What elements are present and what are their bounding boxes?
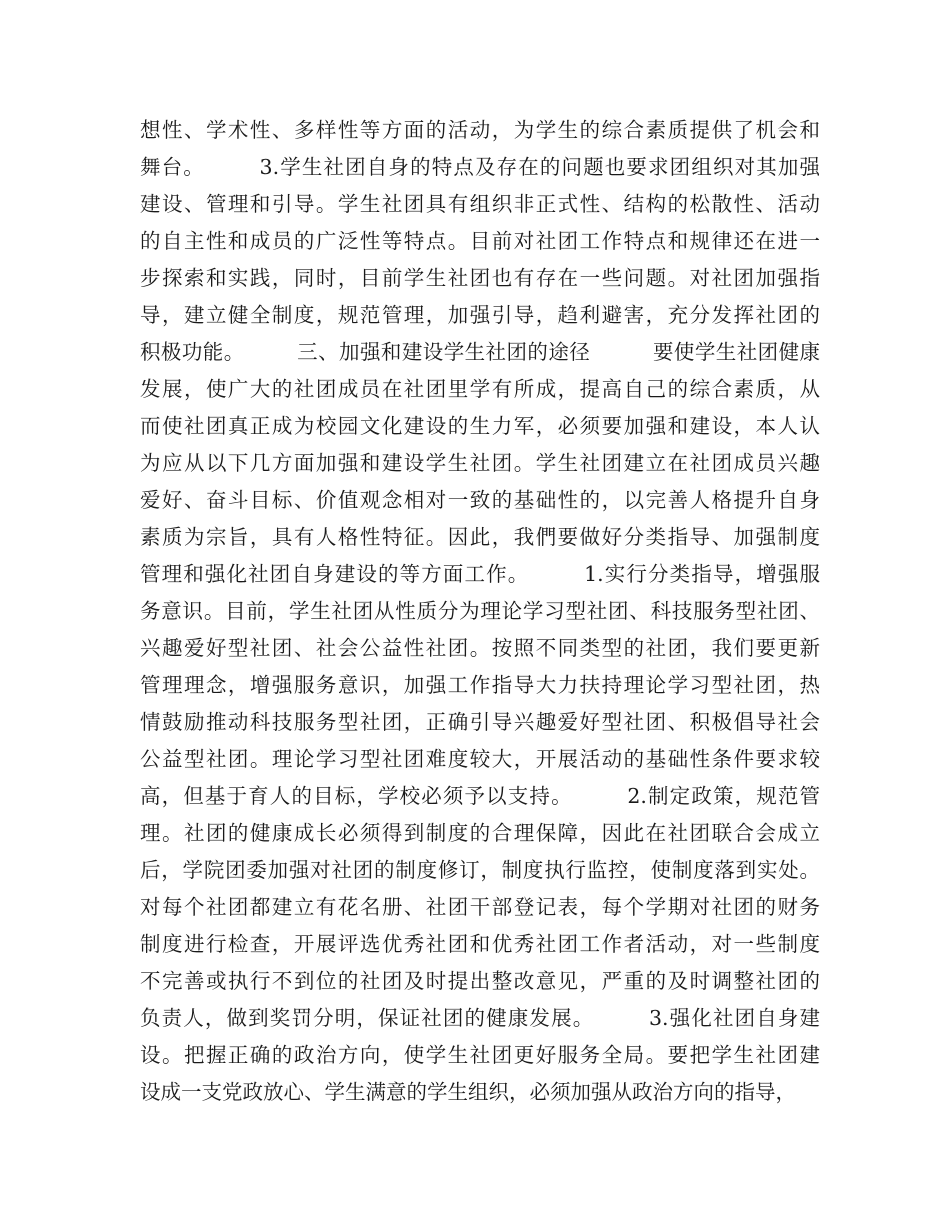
text-line: 公益型社团。理论学习型社团难度较大，开展活动的基础性条件要求较 [140, 747, 820, 771]
text-line: 设成一支党政放心、学生满意的学生组织，必须加强从政治方向的指导， [140, 1080, 796, 1104]
text-line: 的自主性和成员的广泛性等特点。目前对社团工作特点和规律还在进一 [140, 229, 820, 253]
text-line: 兴趣爱好型社团、社会公益性社团。按照不同类型的社团，我们要更新 [140, 636, 820, 660]
text-line: 导，建立健全制度，规范管理，加强引导，趋利避害，充分发挥社团的 [140, 303, 820, 327]
text-line: 不完善或执行不到位的社团及时提出整改意见，严重的及时调整社团的 [140, 969, 820, 993]
text-line: 管理理念，增强服务意识，加强工作指导大力扶持理论学习型社团，热 [140, 673, 820, 697]
text-line: 为应从以下几方面加强和建设学生社团。学生社团建立在社团成员兴趣 [140, 451, 820, 475]
text-line: 素质为宗旨，具有人格性特征。因此，我們要做好分类指导、加强制度 [140, 525, 820, 549]
text-line: 想性、学术性、多样性等方面的活动，为学生的综合素质提供了机会和 [140, 118, 820, 142]
text-line: 高，但基于育人的目标，学校必须予以支持。 2.制定政策，规范管 [140, 784, 820, 808]
text-line: 后，学院团委加强对社团的制度修订，制度执行监控，使制度落到实处。 [140, 858, 820, 882]
text-line: 对每个社团都建立有花名册、社团干部登记表，每个学期对社团的财务 [140, 895, 820, 919]
text-line: 步探索和实践，同时，目前学生社团也有存在一些问题。对社团加强指 [140, 266, 820, 290]
text-line: 理。社团的健康成长必须得到制度的合理保障，因此在社团联合会成立 [140, 821, 820, 845]
text-line: 务意识。目前，学生社团从性质分为理论学习型社团、科技服务型社团、 [140, 599, 820, 623]
text-line: 设。把握正确的政治方向，使学生社团更好服务全局。要把学生社团建 [140, 1043, 820, 1067]
text-line: 情鼓励推动科技服务型社团，正确引导兴趣爱好型社团、积极倡导社会 [140, 710, 820, 734]
text-line: 管理和强化社团自身建设的等方面工作。 1.实行分类指导，增强服 [140, 562, 820, 586]
text-line: 制度进行检查，开展评选优秀社团和优秀社团工作者活动，对一些制度 [140, 932, 820, 956]
text-line: 而使社团真正成为校园文化建设的生力军，必须要加强和建设，本人认 [140, 414, 820, 438]
text-line: 积极功能。 三、加强和建设学生社团的途径 要使学生社团健康 [140, 340, 820, 364]
text-line: 舞台。 3.学生社团自身的特点及存在的问题也要求团组织对其加强 [140, 155, 820, 179]
body-text [140, 112, 820, 1111]
text-line: 爱好、奋斗目标、价值观念相对一致的基础性的，以完善人格提升自身 [140, 488, 820, 512]
text-line: 负责人，做到奖罚分明，保证社团的健康发展。 3.强化社团自身建 [140, 1006, 820, 1030]
text-line: 建设、管理和引导。学生社团具有组织非正式性、结构的松散性、活动 [140, 192, 820, 216]
text-line: 发展，使广大的社团成员在社团里学有所成，提高自己的综合素质，从 [140, 377, 820, 401]
